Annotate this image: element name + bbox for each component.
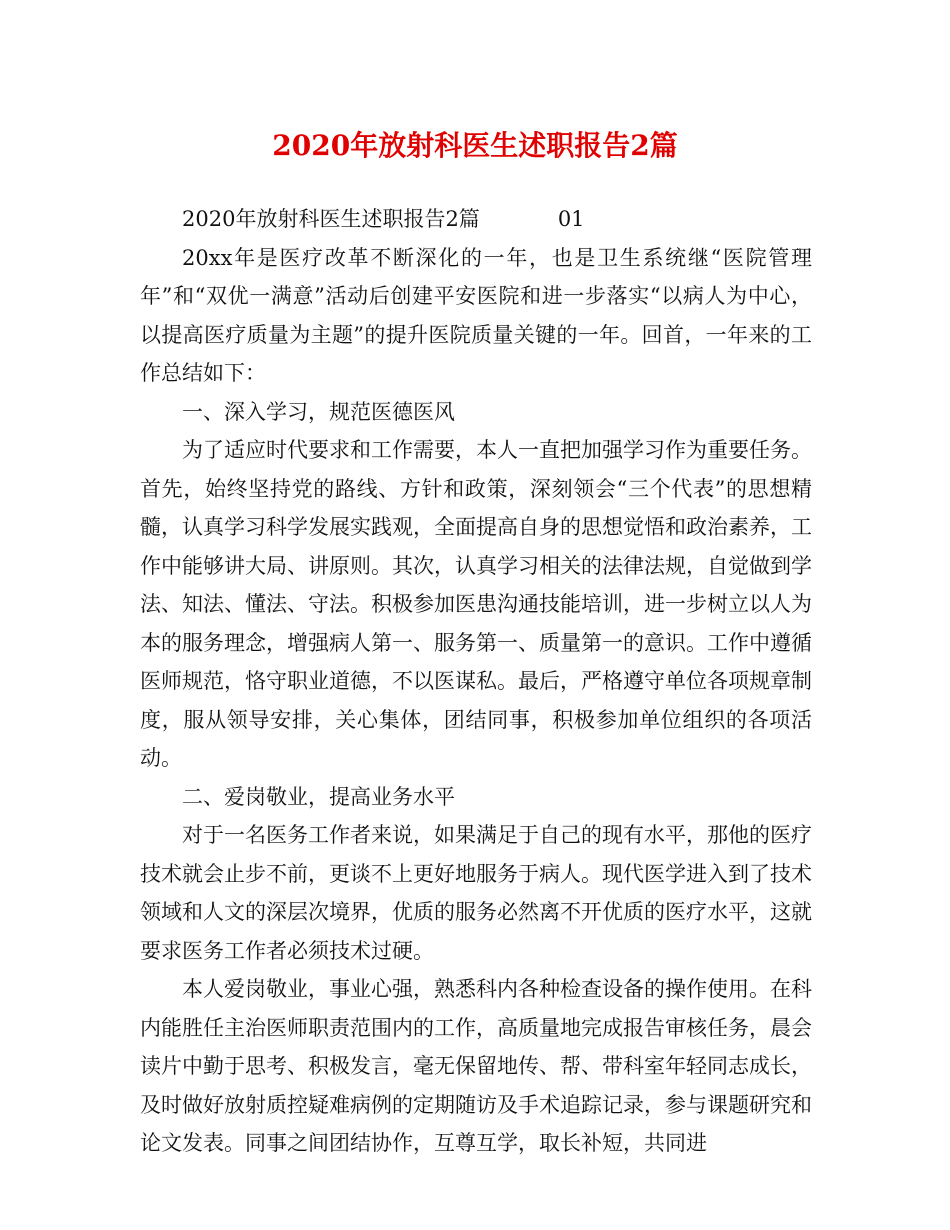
- subtitle-number: 01: [557, 207, 585, 231]
- section-heading-1: 一、深入学习，规范医德医风: [182, 399, 455, 424]
- subtitle-line: [140, 200, 812, 239]
- document-body: [140, 200, 812, 1163]
- paragraph-dedication: 本人爱岗敬业，事业心强，熟悉科内各种检查设备的操作使用。在科内能胜任主治医师职责范围内的工作，高质量地完成报告审核任务，晨会读片中勤于思考、积极发言，毫无保留地传、帮、带科室年轻同志成长，及时做好放射质控疑难病例的定期随访及手术追踪记录，参与课题研究和论文发表。同事之间团结协作，互尊互学，取长补短，共同进: [140, 977, 812, 1155]
- paragraph-study: 为了适应时代要求和工作需要，本人一直把加强学习作为重要任务。首先，始终坚持党的路线、方针和政策，深刻领会“三个代表”的思想精髓，认真学习科学发展实践观，全面提高自身的思想觉悟和政治素养，工作中能够讲大局、讲原则。其次，认真学习相关的法律法规，自觉做到学法、知法、懂法、守法。积极参加医患沟通技能培训，进一步树立以人为本的服务理念，增强病人第一、服务第一、质量第一的意识。工作中遵循医师规范，恪守职业道德，不以医谋私。最后，严格遵守单位各项规章制度，服从领导安排，关心集体，团结同事，积极参加单位组织的各项活动。: [140, 438, 812, 770]
- subtitle-text: 2020年放射科医生述职报告2篇: [182, 207, 480, 231]
- document-title: 2020年放射科医生述职报告2篇: [272, 129, 678, 162]
- paragraph-intro: 20xx年是医疗改革不断深化的一年，也是卫生系统继“医院管理年”和“双优一满意”活动后创建平安医院和进一步落实“以病人为中心，以提高医疗质量为主题”的提升医院质量关键的一年。回首，一年来的工作总结如下：: [140, 245, 812, 385]
- paragraph-skill: 对于一名医务工作者来说，如果满足于自己的现有水平，那他的医疗技术就会止步不前，更谈不上更好地服务于病人。现代医学进入到了技术领域和人文的深层次境界，优质的服务必然离不开优质的医疗水平，这就要求医务工作者必须技术过硬。: [140, 823, 812, 963]
- section-heading-2: 二、爱岗敬业，提高业务水平: [182, 784, 455, 809]
